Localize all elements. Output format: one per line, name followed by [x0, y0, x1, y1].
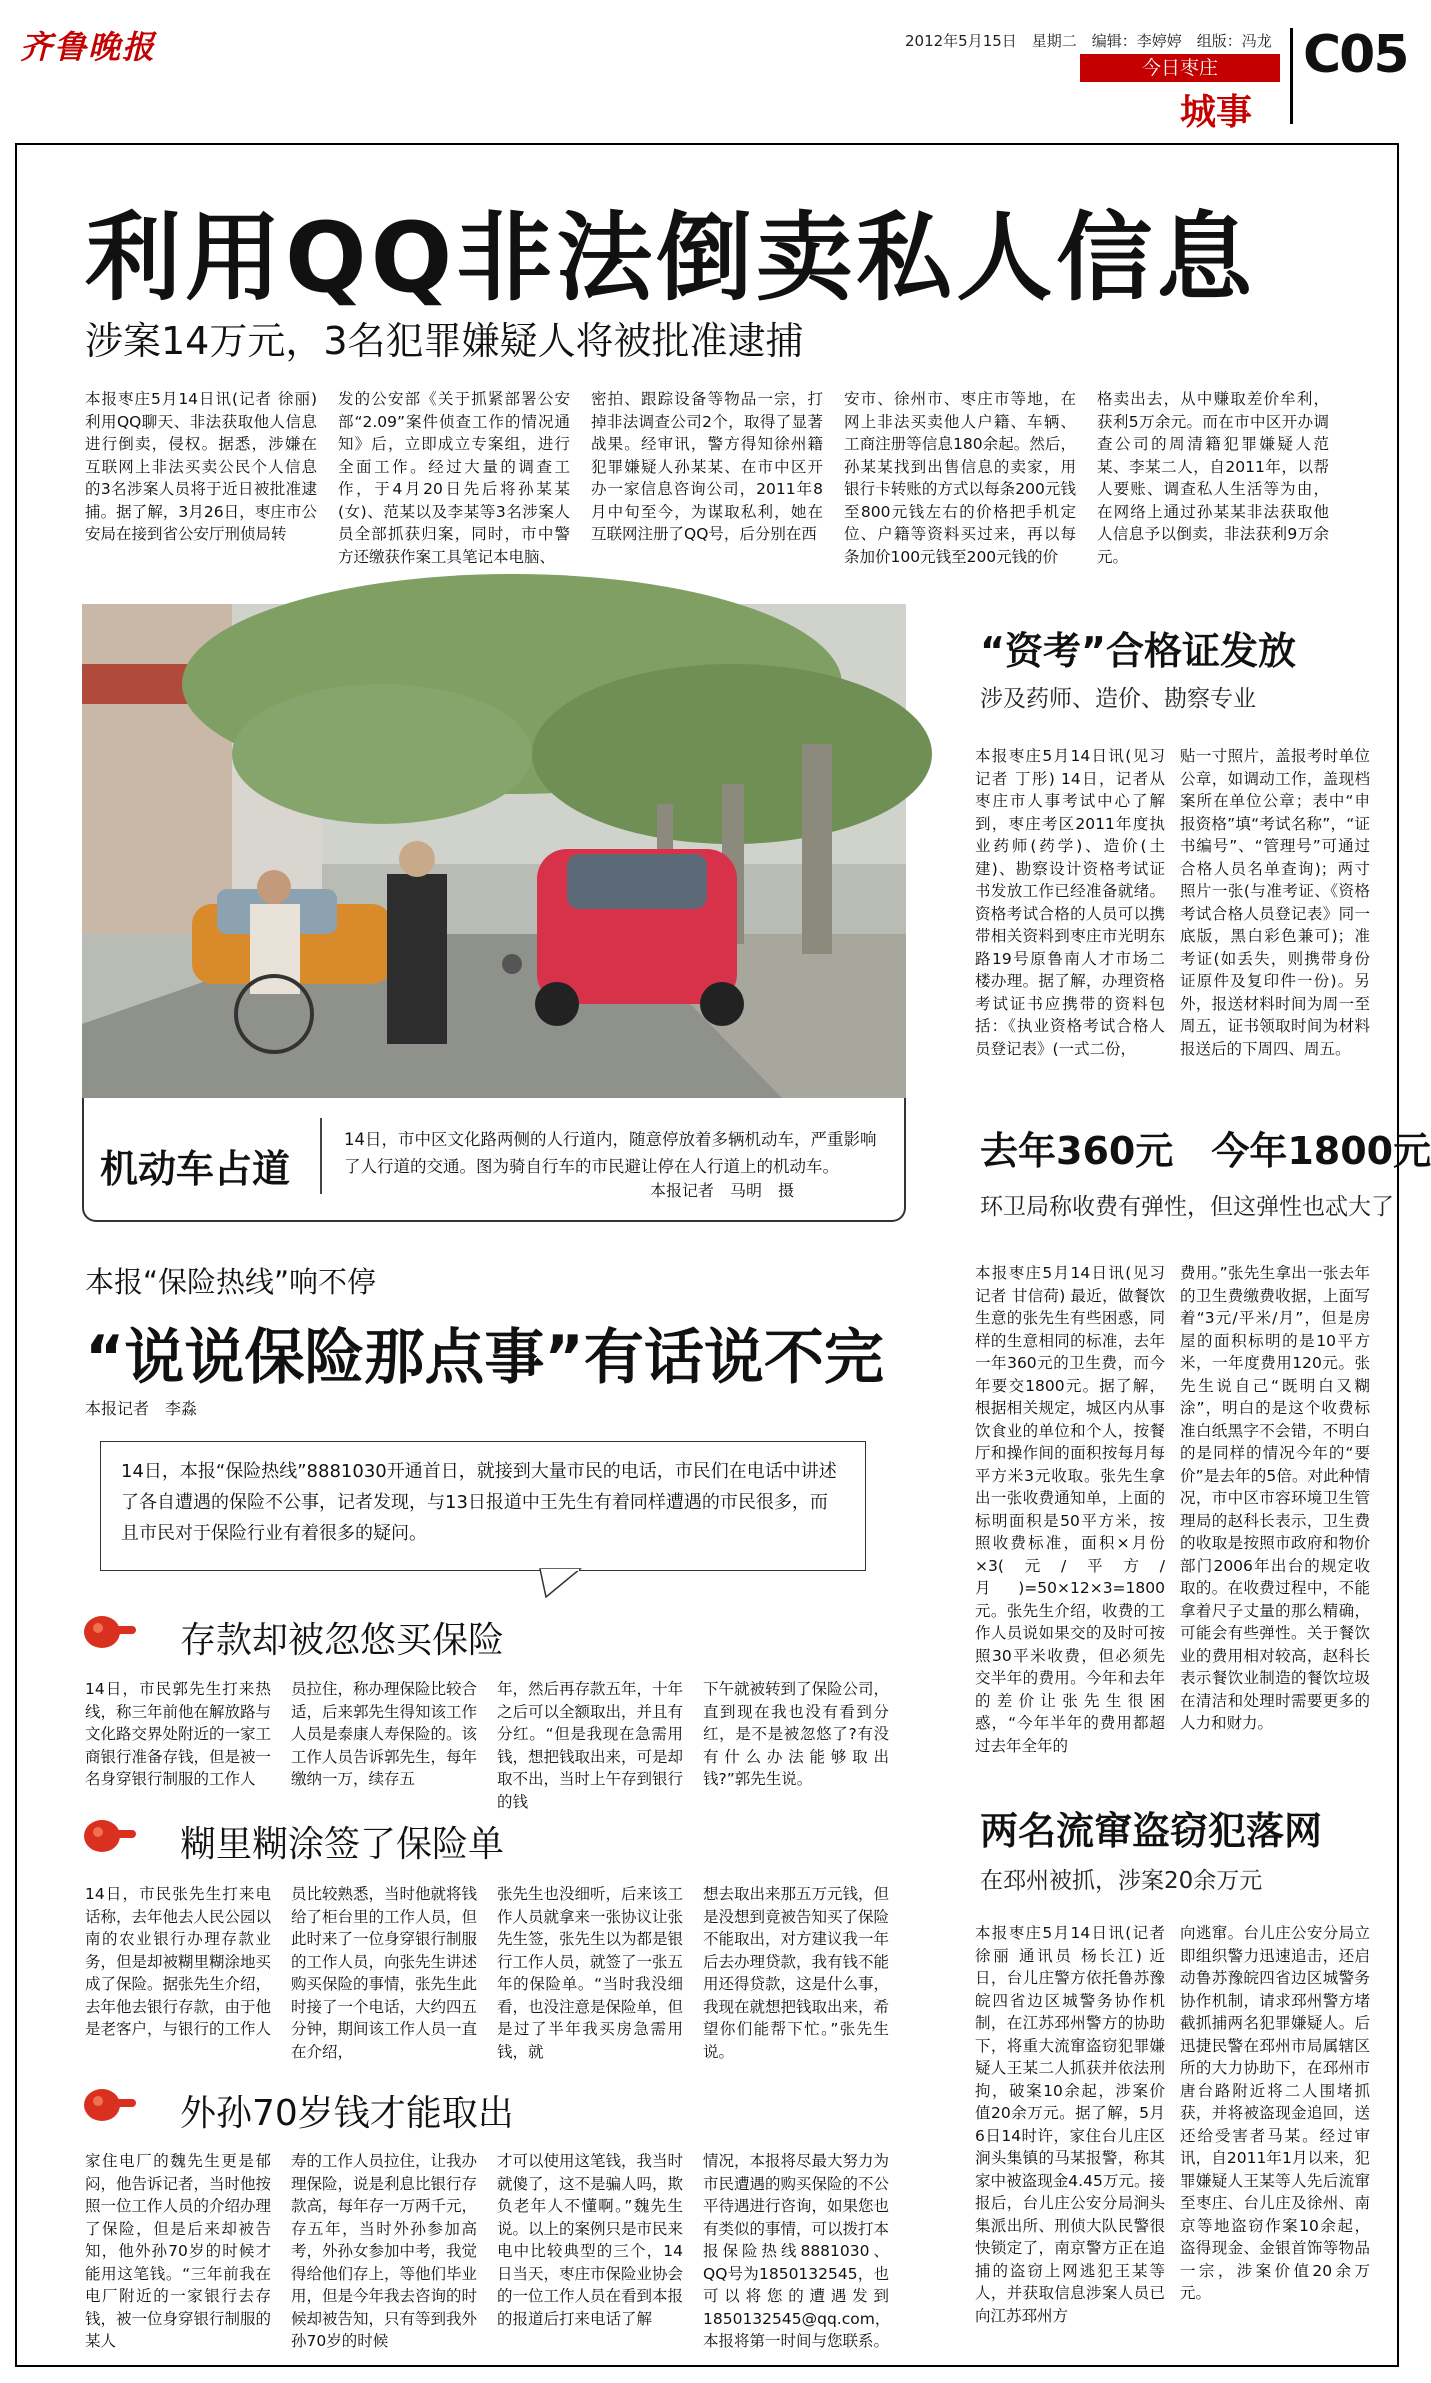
- exam-col-1: 本报枣庄5月14日讯(见习记者 丁彤) 14日，记者从枣庄市人事考试中心了解到，枣庄考区2011年度执业药师(药学)、造价(土建)、勘察设计资格考试证书发放工作已经准备就绪。资格考试合格的人员可以携带相关资料到枣庄市光明东路19号原鲁南人才市场二楼办理。据了解，办理资格考试证书应携带的资料包括：《执业资格考试合格人员登记表》(一式二份，: [975, 747, 1165, 1058]
- lead-col-1: 本报枣庄5月14日讯(记者 徐丽) 利用QQ聊天、非法获取他人信息进行倒卖，侵权。据悉，涉嫌在互联网上非法买卖公民个人信息的3名涉案人员将于近日被批准逮捕。据了解，3月26日，枣庄市公安局在接到省公安厅刑侦局转: [85, 390, 317, 543]
- pointing-hand-icon: [82, 1612, 138, 1652]
- s1-col-3: 年，然后再存款五年，十年之后可以全额取出，并且有分红。“但是我现在急需用钱，想把钱取出来，可是却取不出，当时上午存到银行的钱: [497, 1680, 684, 1811]
- photo-title: 机动车占道: [100, 1147, 291, 1191]
- s1-col-2: 员拉住，称办理保险比较合适，后来郭先生得知该工作人员是泰康人寿保险的。该工作人员告诉郭先生，每年缴纳一万，续存五: [291, 1680, 478, 1788]
- photo-caption: 14日，市中区文化路两侧的人行道内，随意停放着多辆机动车，严重影响了人行道的交通。图为骑自行车的市民避让停在人行道上的机动车。: [344, 1130, 877, 1176]
- insurance-headline: “说说保险那点事”有话说不完: [85, 1323, 884, 1393]
- lead-col-4: 安市、徐州市、枣庄市等地，在网上非法买卖他人户籍、车辆、工商注册等信息180余起。然后，孙某某找到出售信息的卖家，用银行卡转账的方式以每条200元钱至800元钱左右的价格把手机定位、户籍等资料买过来，再以每条加价100元钱至200元钱的价: [844, 390, 1076, 566]
- fee-headline: 去年360元 今年1800元: [980, 1129, 1431, 1173]
- s3-col-2: 寿的工作人员拉住，让我办理保险，说是利息比银行存款高，每年存一万两千元，存五年，当时外孙参加高考，外孙女参加中考，我觉得给他们存上，等他们毕业用，但是今年我去咨询的时候却被告知，只有等到我外孙70岁的时候: [291, 2152, 478, 2350]
- exam-subhead: 涉及药师、造价、勘察专业: [980, 686, 1256, 712]
- lead-col-2: 发的公安部《关于抓紧部署公安部“2.09”案件侦查工作的情况通知》后，立即成立专案组，进行全面工作。经过大量的调查工作，于4月20日先后将孙某某(女)、范某以及李某等3名涉案人员全部抓获归案，同时，市中警方还缴获作案工具笔记本电脑、: [338, 390, 570, 566]
- header-divider: [1290, 28, 1293, 124]
- section-tag: 今日枣庄: [1080, 54, 1280, 82]
- theft-headline: 两名流窜盗窃犯落网: [980, 1809, 1323, 1853]
- lead-col-3: 密拍、跟踪设备等物品一宗，打掉非法调查公司2个，取得了显著战果。经审讯，警方得知徐州籍犯罪嫌疑人孙某某、在市中区开办一家信息咨询公司，2011年8月中旬至今，为谋取私利，她在互联网注册了QQ号，后分别在西: [591, 390, 823, 543]
- section-title-1: 存款却被忽悠买保险: [180, 1620, 505, 1661]
- lead-subhead: 涉案14万元，3名犯罪嫌疑人将被批准逮捕: [85, 319, 804, 363]
- s1-col-1: 14日，市民郭先生打来热线，称三年前他在解放路与文化路交界处附近的一家工商银行准备存钱，但是被一名身穿银行制服的工作人: [85, 1680, 272, 1788]
- insurance-kicker: 本报“保险热线”响不停: [85, 1265, 377, 1299]
- caption-divider: [320, 1118, 322, 1194]
- s1-col-4: 下午就被转到了保险公司，直到现在我也没有看到分红，是不是被忽悠了?有没有什么办法能够取出钱?”郭先生说。: [703, 1680, 890, 1788]
- fee-col-1: 本报枣庄5月14日讯(见习记者 甘信荷) 最近，做餐饮生意的张先生有些困惑，同样的生意相同的标准，去年一年360元的卫生费，而今年要交1800元。据了解，根据相关规定，城区内从事饮食业的单位和个人，按餐厅和操作间的面积按每月每平方米3元收取。张先生拿出一张收费通知单，上面的标明面积是50平方米，按照收费标准，面积×月份×3(元/平方/月)=50×12×3=1800元。张先生介绍，收费的工作人员说如果交的及时可按照30平米收费，但必须先交半年的费用。今年和去年的差价让张先生很困惑，“今年半年的费用都超过去年全年的: [975, 1264, 1165, 1755]
- pointing-hand-icon: [82, 2085, 138, 2125]
- s2-col-4: 想去取出来那五万元钱，但是没想到竟被告知买了保险不能取出，对方建议我一年后去办理贷款，我有钱不能用还得贷款，这是什么事，我现在就想把钱取出来，希望你们能帮下忙。”张先生说。: [703, 1885, 890, 2061]
- exam-headline: “资考”合格证发放: [980, 629, 1296, 673]
- insurance-byline: 本报记者 李淼: [85, 1399, 198, 1418]
- lead-headline: 利用QQ非法倒卖私人信息: [85, 202, 1257, 314]
- s3-col-3: 才可以使用这笔钱，我当时就傻了，这不是骗人吗，欺负老年人不懂啊。”魏先生说。以上的案例只是市民来电中比较典型的三个，14日当天，枣庄市保险业协会的一位工作人员在看到本报的报道后打来电话了解: [497, 2152, 684, 2328]
- s2-col-1: 14日，市民张先生打来电话称，去年他去人民公园以南的农业银行办理存款业务，但是却被糊里糊涂地买成了保险。据张先生介绍，去年他去银行存款，由于他是老客户，与银行的工作人: [85, 1885, 272, 2038]
- s2-col-2: 员比较熟悉，当时他就将钱给了柜台里的工作人员，但此时来了一位身穿银行制服的工作人员，向张先生讲述购买保险的事情，张先生此时接了一个电话，大约四五分钟，期间该工作人员一直在介绍，: [291, 1885, 478, 2061]
- section-title-2: 糊里糊涂签了保险单: [180, 1824, 505, 1865]
- street-scene-illustration: [82, 604, 906, 1098]
- photo-credit: 本报记者 马明 摄: [650, 1181, 795, 1200]
- theft-col-1: 本报枣庄5月14日讯(记者 徐丽 通讯员 杨长江) 近日，台儿庄警方依托鲁苏豫皖四省边区城警务协作机制，在江苏邳州警方的协助下，将重大流窜盗窃犯罪嫌疑人王某二人抓获并依法刑拘，破案10余起，涉案价值20余万元。据了解，5月6日14时许，家住台儿庄区涧头集镇的马某报警，称其家中被盗现金4.45万元。接报后，台儿庄公安分局涧头集派出所、刑侦大队民警很快锁定了，南京警方正在追捕的盗窃上网逃犯王某等人，并获取信息涉案人员已向江苏邳州方: [975, 1924, 1165, 2325]
- section-name: 城事: [1180, 92, 1253, 133]
- page-number: C05: [1303, 25, 1408, 85]
- news-photo: [82, 604, 906, 1098]
- callout-tail: [540, 1569, 580, 1599]
- exam-col-2: 贴一寸照片，盖报考时单位公章，如调动工作，盖现档案所在单位公章；表中“申报资格”填“考试名称”，“证书编号”、“管理号”可通过合格人员名单查询)；两寸照片一张(与准考证、《资格考试合格人员登记表》同一底版，黑白彩色兼可)；准考证(如丢失，则携带身份证原件及复印件一份)。另外，报送材料时间为周一至周五，证书领取时间为材料报送后的下周四、周五。: [1180, 747, 1370, 1058]
- masthead-logo: 齐鲁晚报: [20, 28, 157, 66]
- issue-meta: 2012年5月15日 星期二 编辑：李婷婷 组版：冯龙: [905, 32, 1272, 50]
- insurance-intro-box: 14日，本报“保险热线”8881030开通首日，就接到大量市民的电话，市民们在电话中讲述了各自遭遇的保险不公事，记者发现，与13日报道中王先生有着同样遭遇的市民很多，而且市民对于保险行业有着很多的疑问。: [100, 1441, 866, 1571]
- theft-col-2: 向逃窜。台儿庄公安分局立即组织警力迅速追击，还启动鲁苏豫皖四省边区城警务协作机制，请求邳州警方堵截抓捕两名犯罪嫌疑人。后迅捷民警在邳州市局属辖区所的大力协助下，在邳州市唐台路附近将二人围堵抓获，并将被盗现金追回，送还给受害者马某。经过审讯，自2011年1月以来，犯罪嫌疑人王某等人先后流窜至枣庄、台儿庄及徐州、南京等地盗窃作案10余起，盗得现金、金银首饰等物品一宗，涉案价值20余万元。: [1180, 1924, 1370, 2302]
- pointing-hand-icon: [82, 1816, 138, 1856]
- s2-col-3: 张先生也没细听，后来该工作人员就拿来一张协议让张先生签，张先生以为都是银行工作人员，就签了一张五年的保险单。“当时我没细看，也没注意是保险单，但是过了半年我买房急需用钱，就: [497, 1885, 684, 2061]
- lead-col-5: 格卖出去，从中赚取差价牟利，获利5万余元。而在市中区开办调查公司的周清籍犯罪嫌疑人范某、李某二人，自2011年，以帮人要账、调查私人生活等为由，在网络上通过孙某某非法获取他人信息予以倒卖，非法获利9万余元。: [1097, 390, 1329, 566]
- theft-subhead: 在邳州被抓，涉案20余万元: [980, 1868, 1263, 1894]
- fee-subhead: 环卫局称收费有弹性，但这弹性也忒大了: [980, 1194, 1394, 1220]
- s3-col-1: 家住电厂的魏先生更是郁闷，他告诉记者，当时他按照一位工作人员的介绍办理了保险，但是后来却被告知，他外孙70岁的时候才能用这笔钱。“三年前我在电厂附近的一家银行去存钱，被一位身穿银行制服的某人: [85, 2152, 272, 2350]
- s3-col-4: 情况，本报将尽最大努力为市民遭遇的购买保险的不公平待遇进行咨询，如果您也有类似的事情，可以拨打本报保险热线8881030、QQ号为1850132545，也可以将您的遭遇发到1850132545@qq.com，本报将第一时间与您联系。: [703, 2152, 891, 2350]
- fee-col-2: 费用。”张先生拿出一张去年的卫生费缴费收据，上面写着“3元/平米/月”，但是房屋的面积标明的是10平方米，一年度费用120元。张先生说自己“既明白又糊涂”，明白的是这个收费标准白纸黑字不会错，不明白的是同样的情况今年的“要价”是去年的5倍。对此种情况，市中区市容环境卫生管理局的赵科长表示，卫生费的收取是按照市政府和物价部门2006年出台的规定收取的。在收费过程中，不能拿着尺子丈量的那么精确，可能会有些弹性。关于餐饮业的费用相对较高，赵科长表示餐饮业制造的餐饮垃圾在清洁和处理时需要更多的人力和财力。: [1180, 1264, 1370, 1732]
- section-title-3: 外孙70岁钱才能取出: [180, 2093, 514, 2134]
